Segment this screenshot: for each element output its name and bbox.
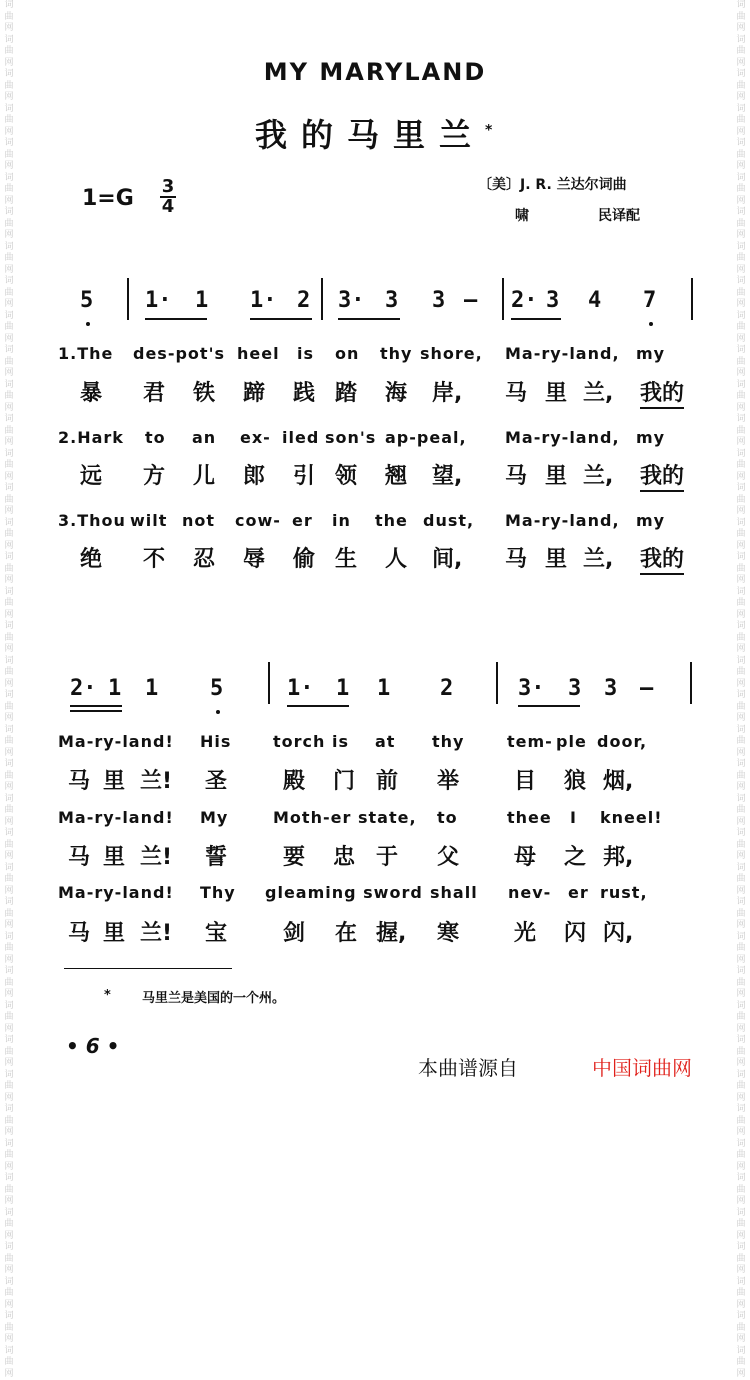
note: 2· [511, 288, 538, 313]
lyric-cn: 里 [103, 921, 126, 946]
lyric-cn: 剑 [283, 921, 306, 946]
credit-lyricist-composer: 〔美〕J. R. 兰达尔词曲 [478, 177, 627, 193]
note: 1 [195, 288, 209, 313]
lyric-cn: 里 [103, 845, 126, 870]
beam-underline [70, 705, 122, 707]
lyric-en: not [182, 511, 216, 530]
lyric-en: my [636, 344, 666, 363]
lyric-cn: 兰! [140, 845, 173, 870]
lyric-cn: 远 [80, 464, 103, 489]
lyric-cn: 举 [437, 769, 460, 794]
lyric-cn: 暴 [80, 381, 103, 406]
note: 3· [338, 288, 365, 313]
lyric-cn-slur: 我的 [640, 376, 684, 409]
bar-line [690, 662, 692, 704]
source-site-link[interactable]: 中国词曲网 [592, 1056, 692, 1080]
lyric-cn: 邦, [603, 845, 634, 870]
beam-underline [250, 318, 312, 320]
low-octave-dot [216, 710, 220, 714]
beam-underline [511, 318, 561, 320]
lyric-cn: 握, [376, 921, 407, 946]
lyric-cn: 前 [376, 769, 399, 794]
note: 1 [145, 676, 159, 701]
time-signature: 3 4 [161, 176, 175, 217]
lyric-en: to [437, 808, 458, 827]
lyric-en: heel [237, 344, 280, 363]
lyric-cn: 在 [335, 921, 358, 946]
lyric-en: Ma-ry-land! [58, 883, 174, 902]
lyric-en: ple [556, 732, 587, 751]
lyric-en: on [335, 344, 360, 363]
lyric-en: in [332, 511, 351, 530]
lyric-en: nev- [508, 883, 552, 902]
lyric-cn: 里 [545, 381, 568, 406]
lyric-cn: 翘 [385, 464, 408, 489]
lyric-en: gleaming sword [265, 883, 423, 902]
lyric-cn: 里 [545, 547, 568, 572]
lyric-cn: 宝 [205, 921, 228, 946]
lyric-cn: 践 [293, 381, 316, 406]
lyric-en: 2.Hark [58, 428, 124, 447]
lyric-cn: 马 [505, 381, 528, 406]
footnote-text: 马里兰是美国的一个州。 [142, 991, 286, 1006]
bar-line [691, 278, 693, 320]
lyric-cn: 方 [143, 464, 166, 489]
lyric-en: my [636, 428, 666, 447]
note: – [640, 676, 654, 701]
lyric-cn: 生 [335, 547, 358, 572]
lyric-cn: 辱 [243, 547, 266, 572]
bar-line [127, 278, 129, 320]
note: 1 [336, 676, 350, 701]
note: 3 [385, 288, 399, 313]
key-signature: 1=G [82, 186, 134, 211]
note: 1 [108, 676, 122, 701]
lyric-en: door, [597, 732, 648, 751]
lyric-cn: 郎 [243, 464, 266, 489]
lyric-en: the [375, 511, 408, 530]
beam-underline [518, 705, 580, 707]
lyric-cn: 蹄 [243, 381, 266, 406]
note: 4 [588, 288, 602, 313]
lyric-cn: 马 [68, 845, 91, 870]
lyric-cn: 于 [376, 845, 399, 870]
lyric-en: to [145, 428, 166, 447]
lyric-en: state, [358, 808, 417, 827]
lyric-cn: 里 [103, 769, 126, 794]
lyric-en: thee [507, 808, 552, 827]
lyric-cn: 引 [293, 464, 316, 489]
note: 3 [568, 676, 582, 701]
note: 1· [250, 288, 277, 313]
lyric-cn: 马 [68, 921, 91, 946]
lyric-cn: 闪, [603, 921, 634, 946]
lyric-en: Ma-ry-land, [505, 344, 620, 363]
lyric-en: thy [380, 344, 413, 363]
lyric-en: my [636, 511, 666, 530]
lyric-cn: 母 [514, 845, 537, 870]
lyric-cn: 踏 [335, 381, 358, 406]
lyric-en: ap-peal, [385, 428, 467, 447]
lyric-cn: 领 [335, 464, 358, 489]
note: 3 [432, 288, 446, 313]
lyric-cn: 圣 [205, 769, 228, 794]
lyric-cn: 海 [385, 381, 408, 406]
lyric-cn: 不 [143, 547, 166, 572]
lyric-cn: 寒 [437, 921, 460, 946]
lyric-en: tem- [507, 732, 553, 751]
lyric-en: ex- [240, 428, 271, 447]
lyric-cn: 父 [437, 845, 460, 870]
lyric-cn: 人 [385, 547, 408, 572]
lyric-en: 1.The [58, 344, 114, 363]
note: 1 [377, 676, 391, 701]
lyric-cn: 偷 [293, 547, 316, 572]
lyric-cn: 马 [505, 464, 528, 489]
note: 3 [604, 676, 618, 701]
lyric-cn: 铁 [193, 381, 216, 406]
lyric-en: Moth-er [273, 808, 352, 827]
note: 5 [210, 676, 224, 701]
lyric-en: 3.Thou [58, 511, 126, 530]
lyric-cn: 烟, [603, 769, 634, 794]
lyric-cn: 门 [333, 769, 356, 794]
lyric-cn: 儿 [193, 464, 216, 489]
lyric-cn-slur: 我的 [640, 459, 684, 492]
lyric-en: torch is [273, 732, 349, 751]
lyric-en: is [297, 344, 315, 363]
lyric-en: er [292, 511, 313, 530]
lyric-cn: 君 [143, 381, 166, 406]
note: – [464, 288, 478, 313]
lyric-cn: 里 [545, 464, 568, 489]
bar-line [502, 278, 504, 320]
lyric-en: rust, [600, 883, 648, 902]
lyric-cn: 兰! [140, 769, 173, 794]
credit-translator-b: 民译配 [598, 208, 640, 224]
page-number: • 6 • [66, 1034, 120, 1058]
beam-underline [338, 318, 400, 320]
credit-translator-a: 啸 [515, 208, 529, 224]
lyric-cn: 光 [514, 921, 537, 946]
lyric-en: Ma-ry-land, [505, 511, 620, 530]
lyric-en: I [570, 808, 577, 827]
lyric-cn: 绝 [80, 547, 103, 572]
bar-line [268, 662, 270, 704]
watermark-right: 词曲网词曲网词曲网词曲网词曲网词曲网词曲网词曲网词曲网词曲网词曲网词曲网词曲网词曲网词曲网词曲网词曲网词曲网词曲网词曲网词曲网词曲网词曲网词曲网词曲网词曲网词曲网词曲网词曲网词曲网词曲网词曲网词曲网词曲网词曲网词曲网词曲网词曲网词曲网词曲网 [736, 0, 746, 1379]
lyric-cn: 马 [68, 769, 91, 794]
note: 2 [440, 676, 454, 701]
lyric-en: thy [432, 732, 465, 751]
lyric-en: wilt [130, 511, 168, 530]
lyric-cn: 岸, [432, 381, 463, 406]
note: 2 [297, 288, 311, 313]
lyric-en: Ma-ry-land, [505, 428, 620, 447]
bar-line [321, 278, 323, 320]
beam-underline [70, 710, 122, 712]
lyric-cn: 马 [505, 547, 528, 572]
lyric-en: son's [325, 428, 377, 447]
lyric-cn: 目 [514, 769, 537, 794]
lyric-en: iled [282, 428, 320, 447]
lyric-cn: 誓 [205, 845, 228, 870]
footnote-mark: * [104, 988, 111, 1003]
lyric-en: des-pot's [133, 344, 225, 363]
lyric-en: an [192, 428, 217, 447]
lyric-en: kneel! [600, 808, 663, 827]
lyric-en: Thy [200, 883, 236, 902]
lyric-en: Ma-ry-land! [58, 732, 174, 751]
note: 1· [287, 676, 314, 701]
lyric-cn: 兰, [583, 547, 614, 572]
lyric-cn: 之 [564, 845, 587, 870]
note: 7 [643, 288, 657, 313]
lyric-en: Ma-ry-land! [58, 808, 174, 827]
source-label: 本曲谱源自 [418, 1056, 518, 1080]
song-title-english: MY MARYLAND [263, 58, 487, 86]
lyric-cn: 望, [432, 464, 463, 489]
note: 3 [546, 288, 560, 313]
lyric-cn: 兰! [140, 921, 173, 946]
lyric-en: cow- [235, 511, 281, 530]
lyric-cn: 狼 [564, 769, 587, 794]
beam-underline [145, 318, 207, 320]
lyric-cn: 忍 [193, 547, 216, 572]
note: 5 [80, 288, 94, 313]
lyric-en: shore, [420, 344, 483, 363]
lyric-cn: 兰, [583, 381, 614, 406]
lyric-cn: 兰, [583, 464, 614, 489]
lyric-en: My [200, 808, 229, 827]
footnote-divider [64, 968, 232, 969]
low-octave-dot [86, 322, 90, 326]
beam-underline [287, 705, 349, 707]
lyric-en: shall [430, 883, 478, 902]
note: 2· [70, 676, 97, 701]
lyric-cn: 殿 [283, 769, 306, 794]
lyric-cn-slur: 我的 [640, 542, 684, 575]
lyric-cn: 要 [283, 845, 306, 870]
lyric-en: at [375, 732, 396, 751]
lyric-en: dust, [423, 511, 475, 530]
watermark-left: 词曲网词曲网词曲网词曲网词曲网词曲网词曲网词曲网词曲网词曲网词曲网词曲网词曲网词曲网词曲网词曲网词曲网词曲网词曲网词曲网词曲网词曲网词曲网词曲网词曲网词曲网词曲网词曲网词曲网词曲网词曲网词曲网词曲网词曲网词曲网词曲网词曲网词曲网词曲网词曲网 [4, 0, 14, 1379]
lyric-en: er [568, 883, 589, 902]
low-octave-dot [649, 322, 653, 326]
lyric-cn: 间, [432, 547, 463, 572]
lyric-en: His [200, 732, 232, 751]
song-title-chinese: 我的马里兰* [255, 116, 493, 154]
note: 1· [145, 288, 172, 313]
bar-line [496, 662, 498, 704]
note: 3· [518, 676, 545, 701]
lyric-cn: 闪 [564, 921, 587, 946]
lyric-cn: 忠 [333, 845, 356, 870]
